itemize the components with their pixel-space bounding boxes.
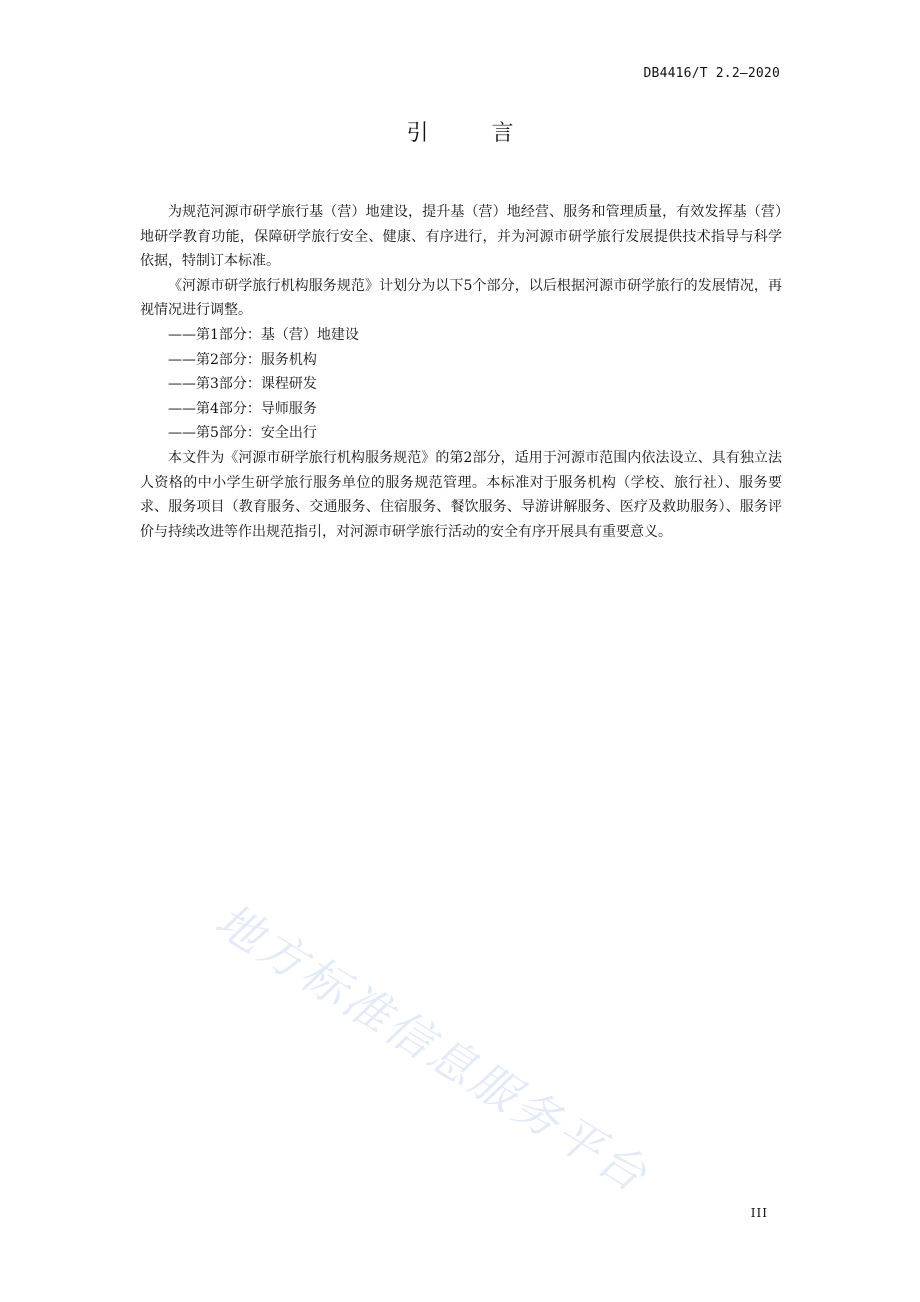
page-number: III — [750, 1206, 768, 1220]
intro-paragraph-2: 《河源市研学旅行机构服务规范》计划分为以下5个部分，以后根据河源市研学旅行的发展情况，再视情况进行调整。 — [140, 277, 782, 319]
introduction-body — [140, 200, 782, 544]
page-title: 引 言 — [406, 121, 542, 146]
part-list-item-2: ——第2部分：服务机构 — [168, 351, 317, 368]
document-code: DB4416/T 2.2—2020 — [643, 66, 780, 81]
watermark-text: 地方标准信息服务平台 — [206, 892, 659, 1204]
intro-paragraph-1: 为规范河源市研学旅行基（营）地建设，提升基（营）地经营、服务和管理质量，有效发挥基（营）地研学教育功能，保障研学旅行安全、健康、有序进行，并为河源市研学旅行发展提供技术指导与科学依据，特制订本标准。 — [140, 204, 782, 270]
part-list-item-5: ——第5部分：安全出行 — [168, 425, 317, 442]
part-list-item-3: ——第3部分：课程研发 — [168, 376, 317, 393]
part-list-item-4: ——第4部分：导师服务 — [168, 400, 317, 417]
part-list-item-1: ——第1部分：基（营）地建设 — [168, 326, 359, 343]
closing-paragraph: 本文件为《河源市研学旅行机构服务规范》的第2部分，适用于河源市范围内依法设立、具有独立法人资格的中小学生研学旅行服务单位的服务规范管理。本标准对于服务机构（学校、旅行社）、服务要求、服务项目（教育服务、交通服务、住宿服务、餐饮服务、导游讲解服务、医疗及救助服务）、服务评价与持续改进等作出规范指引，对河源市研学旅行活动的安全有序开展具有重要意义。 — [140, 449, 782, 540]
